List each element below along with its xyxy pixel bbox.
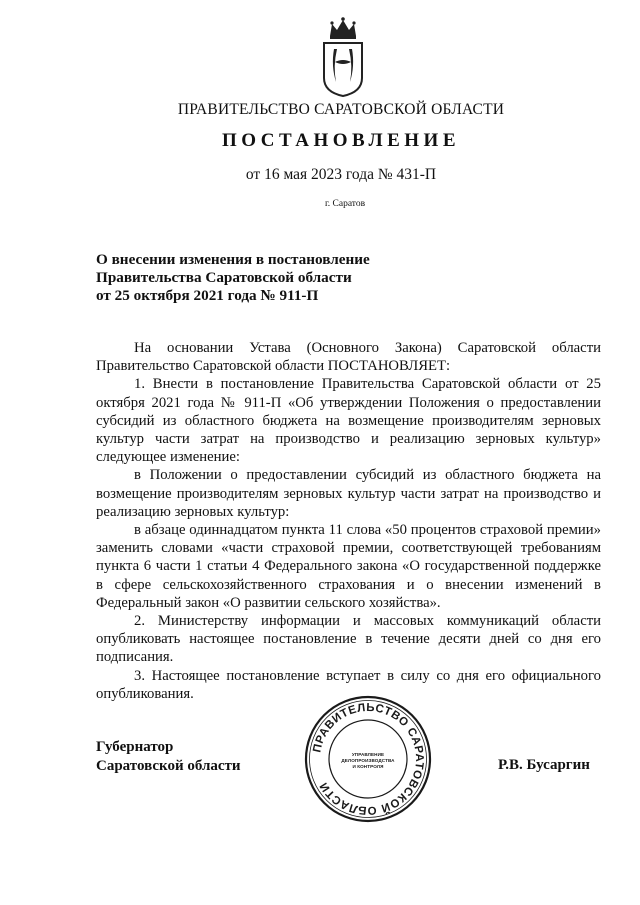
seal-outer-text: ПРАВИТЕЛЬСТВО САРАТОВСКОЙ ОБЛАСТИ bbox=[311, 701, 426, 817]
document-title bbox=[96, 251, 396, 306]
paragraph-item-3: 3. Настоящее постановление вступает в силу со дня его официального опубликования. bbox=[96, 667, 601, 702]
document-body bbox=[96, 339, 601, 703]
document-city: г. Саратов bbox=[324, 199, 366, 209]
seal-center-line-3: И КОНТРОЛЯ bbox=[352, 764, 384, 770]
saratov-coat-of-arms-icon bbox=[320, 16, 366, 98]
paragraph-item-2: 2. Министерству информации и массовых коммуникаций области опубликовать настоящее постановление в течение десяти дней со дня его подписания. bbox=[96, 613, 601, 666]
title-line-2: Правительства Саратовской области bbox=[96, 269, 352, 287]
paragraph-item-1: 1. Внести в постановление Правительства Саратовской области от 25 октября 2021 года № 911-П «Об утверждении Положения о предоставлении субсидий из областного бюджета на возмещение производителям зерновых культур части затрат на производство и реализацию зерновых культур» следующее изменение: bbox=[96, 376, 601, 466]
signatory-position-line-1: Губернатор bbox=[96, 739, 174, 755]
seal-center-line-2: ДЕЛОПРОИЗВОДСТВА bbox=[341, 758, 395, 764]
title-line-1: О внесении изменения в постановление bbox=[96, 251, 370, 268]
seal-center-line-1: УПРАВЛЕНИЕ bbox=[351, 752, 385, 757]
document-type: ПОСТАНОВЛЕНИЕ bbox=[221, 130, 461, 151]
paragraph-regulation: в Положении о предоставлении субсидий из областного бюджета на возмещение производителям зерновых культур части затрат на производство и реализацию зерновых культур: bbox=[96, 467, 601, 520]
paragraph-amendment: в абзаце одиннадцатом пункта 11 слова «50 процентов страховой премии» заменить словами «части страховой премии, соответствующей требованиям пункта 6 части 1 статьи 4 Федерального закона «О государственной поддержке в сфере сельскохозяйственного страхования и о внесении изменений в Федеральный закон «О развитии сельского хозяйства». bbox=[96, 522, 601, 611]
paragraph-preamble: На основании Устава (Основного Закона) Саратовской области Правительство Саратовской области ПОСТАНОВЛЯЕТ: bbox=[96, 340, 601, 375]
signatory-name: Р.В. Бусаргин bbox=[498, 757, 590, 773]
seal-center-text bbox=[303, 752, 433, 771]
document-date-number: от 16 мая 2023 года № 431-П bbox=[245, 166, 437, 183]
signatory-position-line-2: Саратовской области bbox=[96, 757, 241, 774]
title-line-3: от 25 октября 2021 года № 911-П bbox=[96, 287, 319, 305]
government-name: ПРАВИТЕЛЬСТВО САРАТОВСКОЙ ОБЛАСТИ bbox=[177, 101, 505, 118]
signatory-position bbox=[96, 738, 296, 775]
